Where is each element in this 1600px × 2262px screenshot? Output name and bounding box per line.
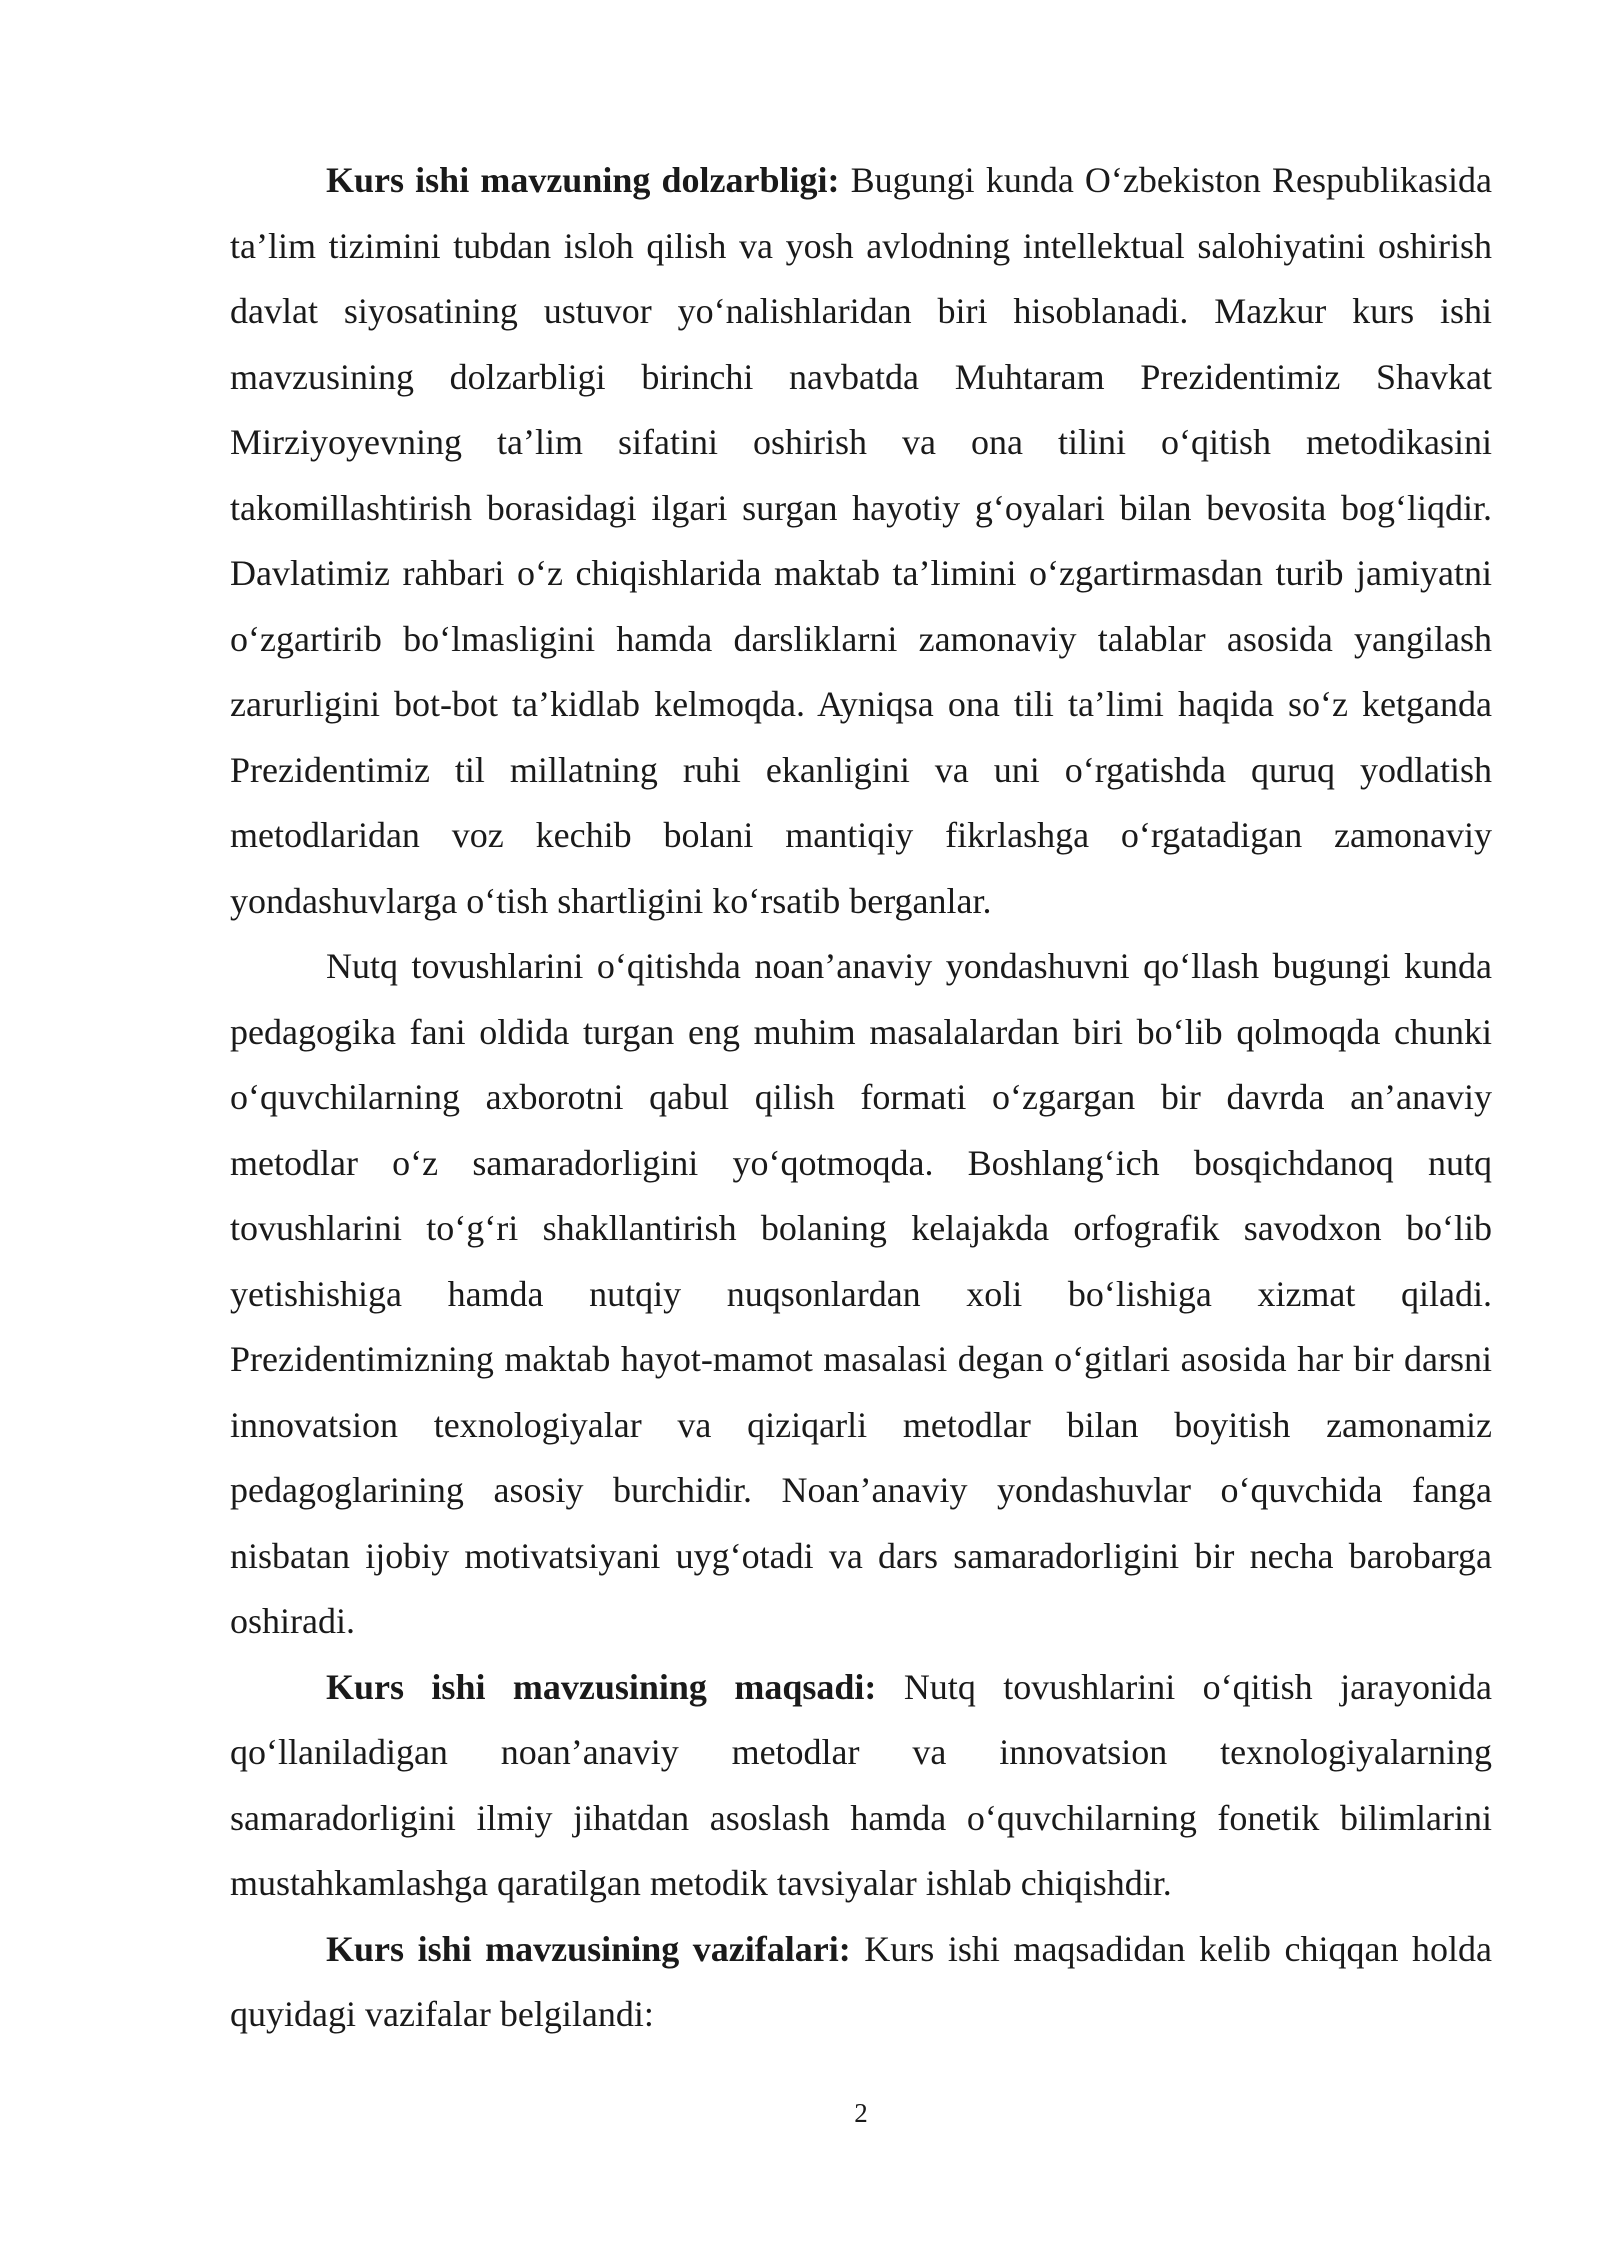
- paragraph-text: Nutq tovushlarini o‘qitishda noan’anaviy yondashuvni qo‘llash bugungi kunda pedagogika fani oldida turgan eng muhim masalalardan biri bo‘lib qolmoqda chunki o‘quvchilarning axborotni qabul qilish formati o‘zgargan bir davrda an’anaviy metodlar o‘z samaradorligini yo‘qotmoqda. Boshlang‘ich bosqichdanoq nutq tovushlarini to‘g‘ri shakllantirish bolaning kelajakda orfografik savodxon bo‘lib yetishishiga hamda nutqiy nuqsonlardan xoli bo‘lishiga xizmat qiladi. Prezidentimizning maktab hayot-mamot masalasi degan o‘gitlari asosida har bir darsni innovatsion texnologiyalar va qiziqarli metodlar bilan boyitish zamonamiz pedagoglarining asosiy burchidir. Noan’anaviy yondashuvlar o‘quvchida fanga nisbatan ijobiy motivatsiyani uyg‘otadi va dars samaradorligini bir necha barobarga oshiradi.: [230, 946, 1492, 1641]
- paragraph-goal: [230, 1655, 1492, 1917]
- paragraph-heading: Kurs ishi mavzusining vazifalari:: [326, 1928, 851, 1969]
- paragraph-text: Kurs ishi maqsadidan kelib chiqqan holda quyidagi vazifalar belgilandi:: [230, 1928, 1493, 2034]
- document-page: [230, 148, 1492, 2048]
- paragraph-heading: Kurs ishi mavzuning dolzarbligi:: [326, 160, 840, 200]
- paragraph-tasks: [230, 1917, 1492, 2048]
- paragraph-text: Nutq tovushlarini o‘qitish jarayonida qo‘llaniladigan noan’anaviy metodlar va innovatsion texnologiyalarning samaradorligini ilmiy jihatdan asoslash hamda o‘quvchilarning fonetik bilimlarini mustahkamlashga qaratilgan metodik tavsiyalar ishlab chiqishdir.: [230, 1666, 1492, 1903]
- paragraph-nontraditional-approach: [230, 934, 1492, 1655]
- paragraph-text: Bugungi kunda O‘zbekiston Respublikasida ta’lim tizimini tubdan isloh qilish va yosh avlodning intellektual salohiyatini oshirish davlat siyosatining ustuvor yo‘nalishlaridan biri hisoblanadi. Mazkur kurs ishi mavzusining dolzarbligi birinchi navbatda Muhtaram Prezidentimiz Shavkat Mirziyoyevning ta’lim sifatini oshirish va ona tilini o‘qitish metodikasini takomillashtirish borasidagi ilgari surgan hayotiy g‘oyalari bilan bevosita bog‘liqdir. Davlatimiz rahbari o‘z chiqishlarida maktab ta’limini o‘zgartirmasdan turib jamiyatni o‘zgartirib bo‘lmasligini hamda darsliklarni zamonaviy talablar asosida yangilash zarurligini bot-bot ta’kidlab kelmoqda. Ayniqsa ona tili ta’limi haqida so‘z ketganda Prezidentimiz til millatning ruhi ekanligini va uni o‘rgatishda quruq yodlatish metodlaridan voz kechib bolani mantiqiy fikrlashga o‘rgatadigan zamonaviy yondashuvlarga o‘tish shartligini ko‘rsatib berganlar.: [230, 160, 1493, 921]
- page-number: 2: [854, 2098, 868, 2128]
- paragraph-relevance: [230, 148, 1492, 934]
- paragraph-heading: Kurs ishi mavzusining maqsadi:: [326, 1666, 877, 1707]
